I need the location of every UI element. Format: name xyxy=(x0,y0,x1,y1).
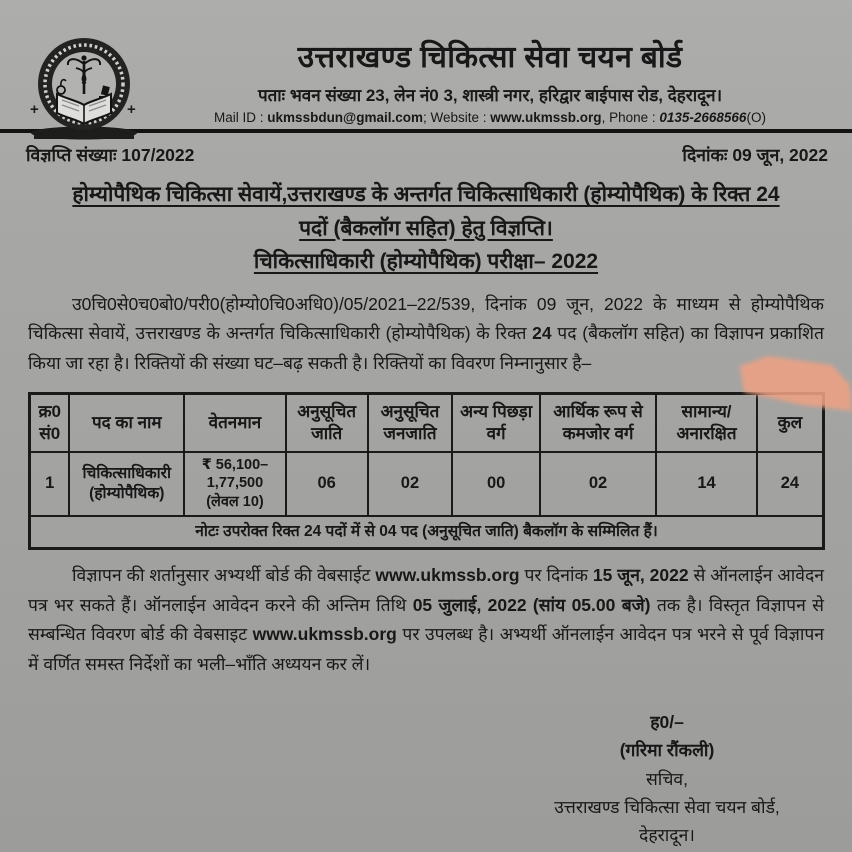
text-segment: , Phone : xyxy=(601,110,660,125)
cell-total: 24 xyxy=(757,452,824,516)
col-general: सामान्य/ अनारक्षित xyxy=(656,393,757,452)
intro-paragraph xyxy=(28,290,824,379)
text-segment: पर उपलब्ध है। अभ्यर्थी ऑनलाईन आवेदन पत्र भरने से पूर्व विज्ञापन में वर्णित समस्त निर्देशों का भली–भाँति अध्ययन कर लें। xyxy=(28,624,825,675)
text-segment: से ऑनलाईन आवेदन पत्र भर सकते हैं। ऑनलाईन आवेदन करने की अन्तिम तिथि xyxy=(28,564,825,615)
svg-text:+: + xyxy=(127,101,136,118)
title-line-3: चिकित्साधिकारी (होम्योपैथिक) परीक्षा– 2022 xyxy=(253,250,599,274)
table-header-row xyxy=(30,393,824,452)
col-serial: क्र0 सं0 xyxy=(30,393,70,452)
col-pay-scale: वेतनमान xyxy=(184,393,286,452)
table-note-row xyxy=(30,516,824,549)
title-line-2: पदों (बैकलॉग सहित) हेतु विज्ञप्ति। xyxy=(299,216,553,240)
cell-ews: 02 xyxy=(540,452,656,516)
col-st: अनुसूचित जनजाति xyxy=(368,393,453,452)
text-segment: ukmssbdun@gmail.com xyxy=(267,110,423,125)
pay-line-1: ₹ 56,100– xyxy=(201,456,269,473)
text-segment: उ0चि0से0च0बो0/परी0(होम्यो0चि0अधि0)/05/2021–22/539, दिनांक 09 जून, 2022 के माध्यम से होम्योपैथिक चिकित्सा सेवायें, उत्तराखण्ड के अन्तर्गत चिकित्साधिकारी (होम्योपैथिक) के रिक्त xyxy=(28,293,824,344)
text-segment: 05 जुलाई, 2022 (सांय 05.00 बजे) xyxy=(412,594,651,615)
text-segment: Mail ID : xyxy=(214,110,268,125)
org-name: उत्तराखण्ड चिकित्सा सेवा चयन बोर्ड xyxy=(297,41,683,74)
signatory-designation: सचिव, xyxy=(645,768,689,789)
text-segment: ; Website : xyxy=(423,110,491,125)
col-total: कुल xyxy=(757,393,824,452)
text-segment: 0135-2668566 xyxy=(659,110,747,125)
col-ews: आर्थिक रूप से कमजोर वर्ग xyxy=(540,393,656,452)
pay-line-3: (लेवल 10) xyxy=(206,494,264,511)
table-data-row xyxy=(30,452,824,516)
signature-mark: ह0/– xyxy=(650,711,684,732)
main-title xyxy=(0,179,852,279)
cell-st: 02 xyxy=(368,452,453,516)
signatory-place: देहरादून। xyxy=(639,825,695,846)
ukmssb-emblem-icon xyxy=(24,34,144,140)
notification-number: विज्ञप्ति संख्याः 107/2022 xyxy=(26,145,195,165)
text-segment: विज्ञापन की शर्तानुसार अभ्यर्थी बोर्ड की वेबसाईट xyxy=(72,564,376,585)
text-segment: www.ukmssb.org xyxy=(490,110,602,125)
text-segment: (O) xyxy=(746,110,766,125)
text-segment: 24 xyxy=(532,323,552,344)
text-segment: www.ukmssb.org xyxy=(252,624,397,645)
signatory-name: (गरिमा रौंकली) xyxy=(619,740,715,761)
application-paragraph xyxy=(28,561,824,680)
text-segment: पर दिनांक xyxy=(519,564,593,585)
cell-sc: 06 xyxy=(286,452,368,516)
reference-row xyxy=(26,143,828,167)
col-sc: अनुसूचित जाति xyxy=(286,393,368,452)
text-segment: तक है। विस्तृत विज्ञापन से सम्बन्धित विवरण बोर्ड की वेबसाइट xyxy=(28,594,824,645)
cell-general: 14 xyxy=(656,452,757,516)
title-line-1: होम्योपैथिक चिकित्सा सेवायें,उत्तराखण्ड के अन्तर्गत चिकित्साधिकारी (होम्योपैथिक) के रिक्त 24 xyxy=(72,183,780,206)
cell-pay-scale xyxy=(184,452,286,516)
table-note: नोटः उपरोक्त रिक्त 24 पदों में से 04 पद (अनुसूचित जाति) बैकलॉग के सम्मिलित हैं। xyxy=(30,516,824,549)
smudge-mark xyxy=(730,347,852,415)
org-address: पताः भवन संख्या 23, लेन नं0 3, शास्त्री नगर, हरिद्वार बाईपास रोड, देहरादून। xyxy=(257,86,723,105)
cell-serial: 1 xyxy=(30,452,70,516)
cell-post-name: चिकित्साधिकारी (होम्योपैथिक) xyxy=(69,452,184,516)
notification-date: दिनांकः 09 जून, 2022 xyxy=(682,145,828,165)
cell-obc: 00 xyxy=(452,452,540,516)
pay-line-2: 1,77,500 xyxy=(206,475,264,492)
text-segment: 15 जून, 2022 xyxy=(592,564,689,585)
letterhead xyxy=(158,0,822,125)
org-contact-line xyxy=(158,110,822,125)
signatory-org: उत्तराखण्ड चिकित्सा सेवा चयन बोर्ड, xyxy=(554,796,780,817)
col-obc: अन्य पिछड़ा वर्ग xyxy=(452,393,540,452)
col-post-name: पद का नाम xyxy=(69,393,184,452)
text-segment: पद (बैकलॉग सहित) का विज्ञापन प्रकाशित किया जा रहा है। रिक्तियों की संख्या घट–बढ़ सकती है। रिक्तियों का विवरण निम्नानुसार है– xyxy=(28,323,824,374)
signature-block xyxy=(502,708,832,850)
vacancy-table xyxy=(28,392,825,550)
svg-text:+: + xyxy=(30,101,39,118)
text-segment: www.ukmssb.org xyxy=(375,564,520,585)
